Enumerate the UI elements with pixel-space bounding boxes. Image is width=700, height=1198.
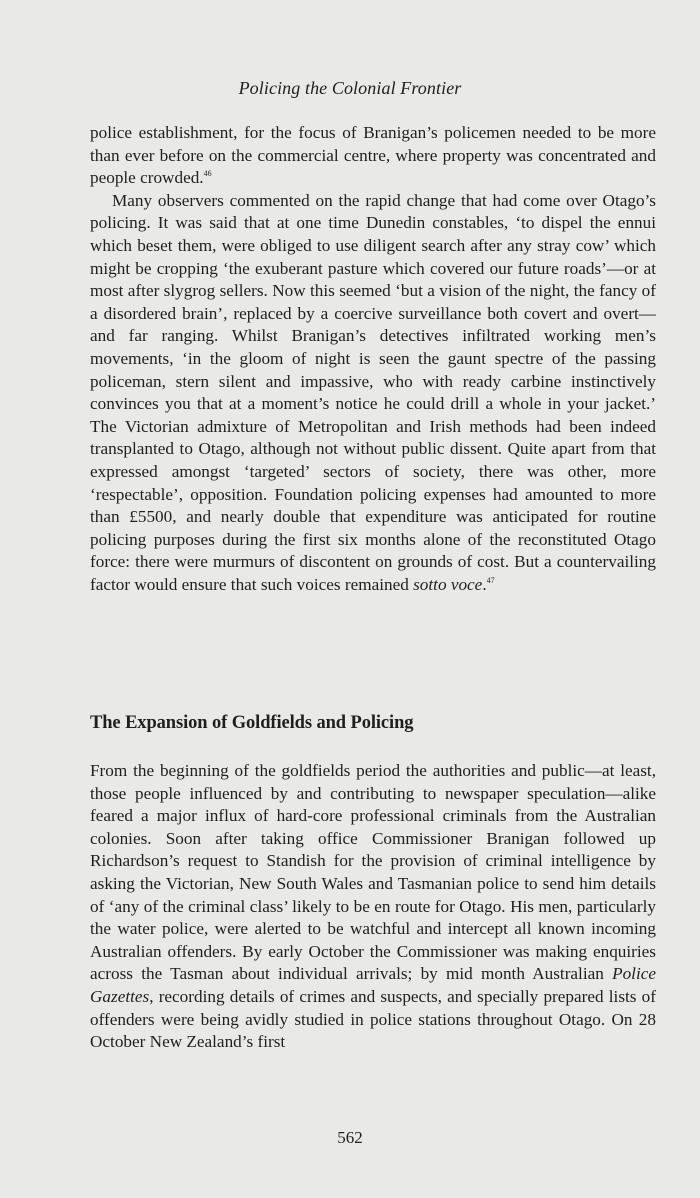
footnote-ref[interactable]: 46 [203,169,212,179]
text-run: , recording details of crimes and suspects, and specially prepared lists of offenders were being avidly studied in police stations throughout Otago. On 28 October New Zealand’s first [90,986,656,1052]
text-run: . [482,574,487,594]
paragraph [90,760,656,1054]
text-run: From the beginning of the goldfields period the authorities and public—at least, those people influenced by and contributing to newspaper speculation—alike feared a major influx of hard-core professional criminals from the Australian colonies. Soon after taking office Commissioner Branigan followed up Richardson’s request to Standish for the provision of criminal intelligence by asking the Victorian, New South Wales and Tasmanian police to send him details of ‘any of the criminal class’ likely to be en route for Otago. His men, particularly the water police, were alerted to be watchful and intercept all known incoming Australian offenders. By early October the Commissioner was making enquiries across the Tasman about individual arrivals; by mid month Australian [90,761,656,984]
italic-text: Police Gazettes [90,964,656,1006]
page-number: 562 [337,1128,363,1147]
paragraph [90,190,656,597]
text-run: police establishment, for the focus of Branigan’s policemen needed to be more than ever before on the commercial centre, where property was concentrated and people crowded. [90,123,656,188]
footnote-ref[interactable]: 47 [486,575,495,585]
running-head: Policing the Colonial Frontier [238,78,462,98]
text-run: Many observers commented on the rapid change that had come over Otago’s policing. It was said that at one time Dunedin constables, ‘to dispel the ennui which beset them, were obliged to use diligent search after any stray cow’ which might be cropping ‘the exuberant pasture which covered our future roads’—or at most after slygrog sellers. Now this seemed ‘but a vision of the night, the fancy of a disordered brain’, replaced by a coercive surveillance both covert and overt—and far ranging. Whilst Branigan’s detectives infiltrated working men’s movements, ‘in the gloom of night is seen the gaunt spectre of the passing policeman, stern silent and impassive, who with ready carbine instinctively convinces you that at a moment’s notice he could drill a whole in your jacket.’ The Victorian admixture of Metropolitan and Irish methods had been indeed transplanted to Otago, although not without public dissent. Quite apart from that expressed amongst ‘targeted’ sectors of society, there was other, more ‘respectable’, opposition. Foundation policing expenses had amounted to more than £5500, and nearly double that expenditure was anticipated for routine policing purposes during the first six months alone of the reconstituted Otago force: there were murmurs of discontent on grounds of cost. But a countervailing factor would ensure that such voices remained [90,190,656,594]
section-heading: The Expansion of Goldfields and Policing [90,713,414,733]
italic-text: sotto voce [413,574,483,594]
body-text-upper [90,122,656,596]
paragraph [90,122,656,190]
body-text-lower [90,760,656,1054]
